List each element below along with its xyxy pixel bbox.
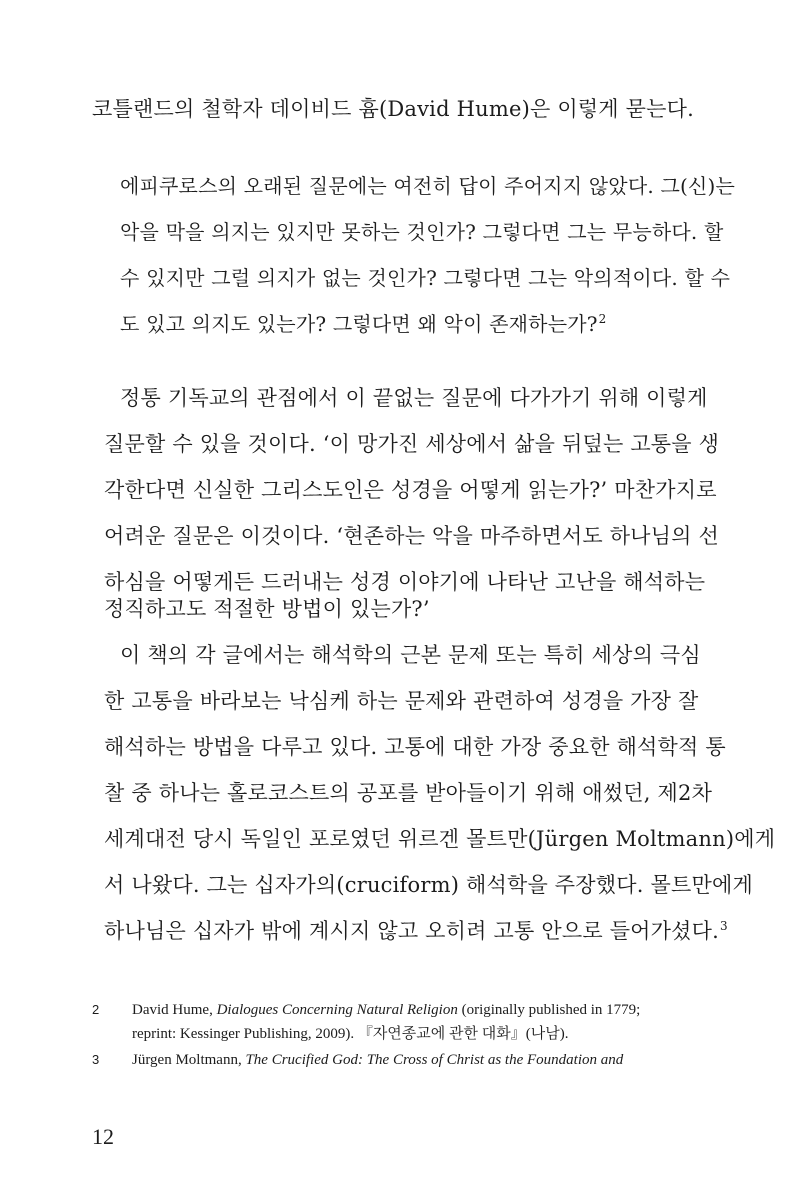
paragraph-line: 질문할 수 있을 것이다. ‘이 망가진 세상에서 삶을 뒤덮는 고통을 생	[104, 432, 720, 456]
paragraph-line: 하심을 어떻게든 드러내는 성경 이야기에 나타난 고난을 해석하는	[104, 570, 706, 594]
paragraph-line: 찰 중 하나는 홀로코스트의 공포를 받아들이기 위해 애썼던, 제2차	[104, 781, 713, 805]
paragraph-line: 해석하는 방법을 다루고 있다. 고통에 대한 가장 중요한 해석학적 통	[104, 735, 726, 759]
footnote-2	[92, 1000, 640, 1020]
quote-line: 에피쿠로스의 오래된 질문에는 여전히 답이 주어지지 않았다. 그(신)는	[120, 174, 736, 198]
intro-line: 코틀랜드의 철학자 데이비드 흄(David Hume)은 이렇게 묻는다.	[92, 97, 694, 121]
paragraph-line: 어려운 질문은 이것이다. ‘현존하는 악을 마주하면서도 하나님의 선	[104, 524, 719, 548]
footnote-detail: (originally published in 1779;	[457, 1002, 641, 1018]
page-number: 12	[92, 1124, 114, 1149]
footnote-author: Jürgen Moltmann,	[132, 1052, 246, 1068]
footnote-title: The Crucified God: The Cross of Christ as the Foundation and	[245, 1052, 624, 1068]
footnote-title: Dialogues Concerning Natural Religion	[216, 1002, 458, 1018]
quote-line: 수 있지만 그럴 의지가 없는 것인가? 그렇다면 그는 악의적이다. 할 수	[120, 266, 731, 290]
paragraph-line: 각한다면 신실한 그리스도인은 성경을 어떻게 읽는가?’ 마찬가지로	[104, 478, 717, 502]
quote-line	[120, 311, 607, 337]
footnote-ref-3[interactable]: 3	[720, 919, 728, 933]
paragraph-line: 서 나왔다. 그는 십자가의(cruciform) 해석학을 주장했다. 몰트만에게	[104, 873, 753, 897]
paragraph-line: 정통 기독교의 관점에서 이 끝없는 질문에 다가가기 위해 이렇게	[120, 386, 708, 410]
quote-line-text: 도 있고 의지도 있는가? 그렇다면 왜 악이 존재하는가?	[120, 312, 598, 336]
footnote-text	[132, 1002, 640, 1018]
footnote-number: 2	[92, 1002, 100, 1017]
paragraph-line-text: 하나님은 십자가 밖에 계시지 않고 오히려 고통 안으로 들어가셨다.	[104, 919, 719, 943]
footnote-ref-2[interactable]: 2	[598, 312, 607, 327]
footnote-3	[92, 1050, 623, 1070]
footnote-text	[132, 1052, 623, 1068]
quote-line: 악을 막을 의지는 있지만 못하는 것인가? 그렇다면 그는 무능하다. 할	[120, 220, 724, 244]
footnote-author: David Hume,	[132, 1002, 217, 1018]
paragraph-line: 세계대전 당시 독일인 포로였던 위르겐 몰트만(Jürgen Moltmann)에게	[104, 827, 776, 851]
paragraph-line	[104, 918, 728, 944]
paragraph-line: 이 책의 각 글에서는 해석학의 근본 문제 또는 특히 세상의 극심	[120, 643, 701, 667]
paragraph-line: 한 고통을 바라보는 낙심케 하는 문제와 관련하여 성경을 가장 잘	[104, 689, 699, 713]
footnote-2-continued: reprint: Kessinger Publishing, 2009). 『자연종교에 관한 대화』(나남).	[132, 1026, 569, 1042]
footnote-number: 3	[92, 1052, 100, 1067]
paragraph-line: 정직하고도 적절한 방법이 있는가?’	[104, 597, 430, 621]
